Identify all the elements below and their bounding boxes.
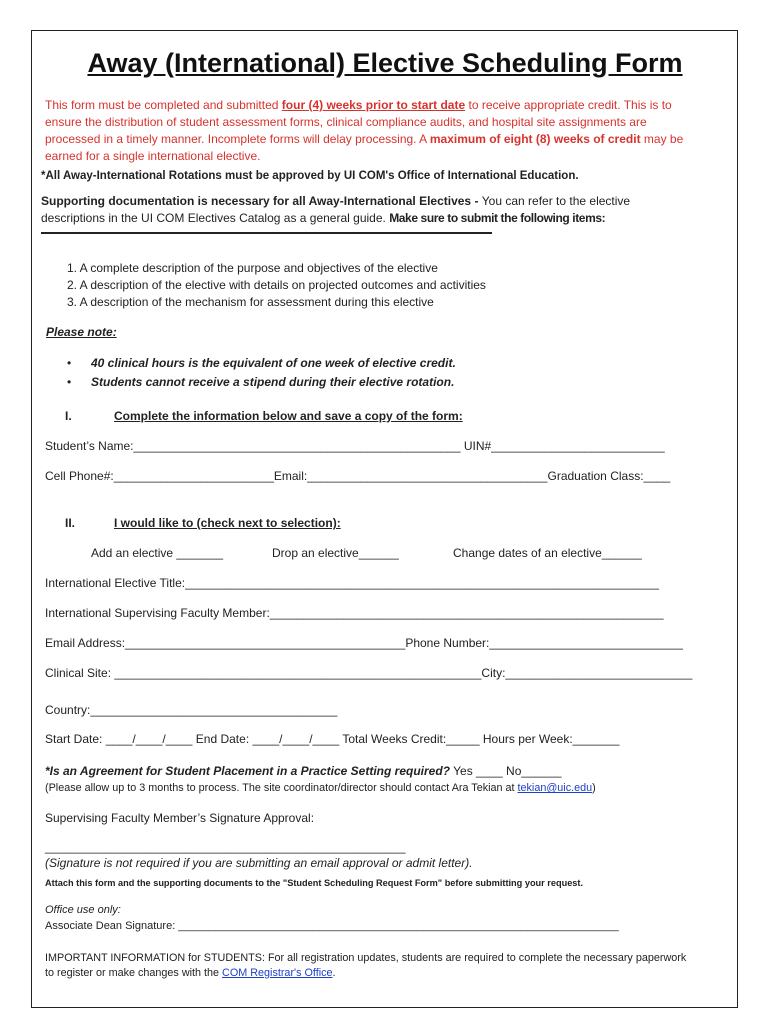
intro-text: to receive appropriate credit. This is to: [465, 98, 672, 112]
student-name-field[interactable]: Student’s Name:_________________________________________________ UIN#__________________________: [45, 439, 665, 453]
section-1-heading: Complete the information below and save a copy of the form:: [114, 409, 463, 423]
supporting-text: descriptions in the UI COM Electives Catalog as a general guide.: [41, 211, 390, 225]
email-phone-fields[interactable]: Email Address:__________________________________________Phone Number:_____________________________: [45, 636, 683, 650]
agreement-note: [45, 780, 596, 797]
approval-note: *All Away-International Rotations must be approved by UI COM's Office of International Education.: [41, 170, 579, 182]
intro-line-1: [45, 97, 672, 114]
submit-items-heading: Make sure to submit the following items:: [389, 211, 606, 225]
cell-email-grad-fields[interactable]: Cell Phone#:________________________Email:____________________________________Graduation Class:____: [45, 469, 671, 483]
important-info-line-2: [45, 965, 336, 982]
supporting-bold: Supporting documentation is necessary for all Away-International Electives -: [41, 194, 482, 208]
clinical-site-city-fields[interactable]: Clinical Site: _______________________________________________________City:____________________________: [45, 666, 693, 680]
list-item: 2. A description of the elective with details on projected outcomes and activities: [67, 278, 486, 292]
signature-note: (Signature is not required if you are submitting an email approval or admit letter).: [45, 856, 473, 870]
intro-line-3: [45, 131, 683, 148]
section-2-number: II.: [65, 516, 76, 530]
registrar-office-link[interactable]: COM Registrar's Office: [222, 967, 333, 979]
form-title: Away (International) Elective Scheduling Form: [87, 48, 683, 78]
agreement-note-text: ): [592, 782, 596, 794]
country-field[interactable]: Country:_____________________________________: [45, 703, 338, 717]
divider: [41, 232, 492, 234]
drop-elective-checkbox[interactable]: Drop an elective______: [272, 546, 399, 560]
agreement-question: [45, 763, 561, 780]
add-elective-checkbox[interactable]: Add an elective _______: [91, 546, 224, 560]
list-item: 3. A description of the mechanism for assessment during this elective: [67, 295, 434, 309]
note-item: Students cannot receive a stipend during their elective rotation.: [91, 375, 455, 389]
deadline-text: four (4) weeks prior to start date: [281, 98, 466, 112]
intro-text: processed in a timely manner. Incomplete forms will delay processing. A: [45, 132, 430, 146]
supporting-line-2: [41, 210, 605, 227]
signature-label: Supervising Faculty Member’s Signature Approval:: [45, 811, 315, 825]
supervising-faculty-field[interactable]: International Supervising Faculty Member:___________________________________________________________: [45, 606, 664, 620]
agreement-note-text: (Please allow up to 3 months to process. The site coordinator/director should contact Ara Tekian at: [45, 782, 518, 794]
dean-signature-field[interactable]: Associate Dean Signature: ________________________________________________________________________: [45, 920, 619, 932]
dates-credit-hours-fields[interactable]: Start Date: ____/____/____ End Date: ____/____/____ Total Weeks Credit:_____ Hours per Week:_______: [45, 732, 620, 746]
change-dates-checkbox[interactable]: Change dates of an elective______: [453, 546, 642, 560]
max-credit-text: maximum of eight (8) weeks of credit: [429, 132, 641, 146]
please-note-heading: Please note:: [46, 325, 117, 339]
intro-text: This form must be completed and submitted: [45, 98, 282, 112]
intro-line-4: earned for a single international elective.: [45, 149, 261, 163]
important-text: to register or make changes with the: [45, 967, 223, 979]
intro-text: may be: [640, 132, 684, 146]
note-item: 40 clinical hours is the equivalent of one week of elective credit.: [91, 356, 456, 370]
important-info-line-1: IMPORTANT INFORMATION for STUDENTS: For all registration updates, students are required to complete the necessary paperwork: [45, 952, 687, 964]
intro-line-2: ensure the distribution of student assessment forms, clinical compliance audits, and hospital site assignments are: [45, 115, 647, 129]
section-1-number: I.: [65, 409, 72, 423]
tekian-email-link[interactable]: tekian@uic.edu: [517, 782, 593, 794]
agreement-yes-no-field[interactable]: Yes ____ No______: [450, 764, 562, 778]
bullet-icon: •: [67, 356, 72, 370]
office-use-label: Office use only:: [45, 904, 121, 916]
important-text: .: [332, 967, 336, 979]
bullet-icon: •: [67, 375, 72, 389]
section-2-heading: I would like to (check next to selection):: [114, 516, 341, 530]
elective-title-field[interactable]: International Elective Title:_______________________________________________________________________: [45, 576, 659, 590]
list-item: 1. A complete description of the purpose and objectives of the elective: [67, 261, 438, 275]
attach-instruction: Attach this form and the supporting documents to the "Student Scheduling Request Form" before submitting your request.: [45, 878, 584, 888]
supporting-text: You can refer to the elective: [481, 194, 631, 208]
agreement-question-text: *Is an Agreement for Student Placement in a Practice Setting required?: [45, 764, 450, 778]
supporting-line-1: [41, 193, 630, 210]
signature-line[interactable]: ______________________________________________________: [45, 840, 406, 854]
